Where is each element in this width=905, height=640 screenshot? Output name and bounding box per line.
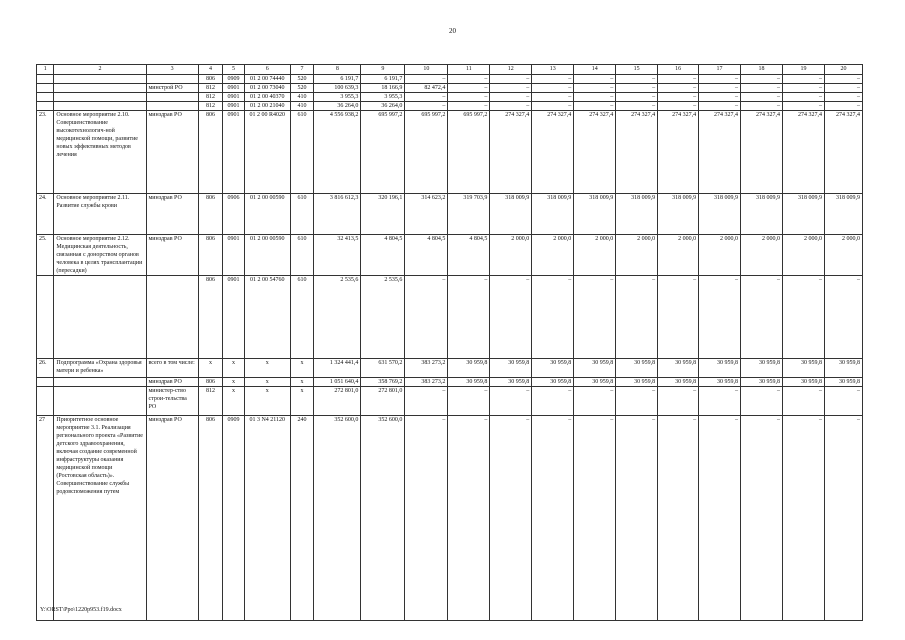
table-cell: – <box>574 387 616 416</box>
table-row <box>37 111 863 194</box>
table-cell: 30 959,8 <box>574 378 616 387</box>
table-cell: 0906 <box>223 194 244 235</box>
table-cell: x <box>223 387 244 416</box>
table-cell: 30 959,8 <box>782 378 824 387</box>
table-cell: 01 3 N4 21120 <box>244 416 290 621</box>
table-cell: – <box>699 276 741 359</box>
table-cell: – <box>782 93 824 102</box>
table-cell: – <box>782 416 824 621</box>
table-cell: – <box>574 84 616 93</box>
column-header: 17 <box>699 65 741 75</box>
table-cell: 3 816 612,3 <box>314 194 361 235</box>
table-cell: – <box>782 387 824 416</box>
table-cell: 383 273,2 <box>405 359 448 378</box>
table-cell: 318 009,9 <box>658 194 699 235</box>
table-cell: 30 959,8 <box>658 378 699 387</box>
column-header: 6 <box>244 65 290 75</box>
table-cell: x <box>244 378 290 387</box>
table-cell: 36 264,0 <box>314 102 361 111</box>
table-cell: – <box>824 276 862 359</box>
column-header: 3 <box>146 65 198 75</box>
table-cell: 610 <box>290 111 314 194</box>
table-cell: 3 955,3 <box>361 93 405 102</box>
table-cell: 30 959,8 <box>490 378 532 387</box>
table-cell: 318 009,9 <box>490 194 532 235</box>
table-cell: 320 196,1 <box>361 194 405 235</box>
table-cell: – <box>782 84 824 93</box>
table-cell: – <box>699 84 741 93</box>
table-cell: – <box>490 102 532 111</box>
table-row <box>37 235 863 276</box>
table-cell: – <box>490 93 532 102</box>
page-number: 20 <box>449 27 456 35</box>
file-path-footer: Y:\ORST\Ppo\1220p953.f19.docx <box>40 607 122 613</box>
table-cell: 274 327,4 <box>490 111 532 194</box>
table-cell <box>54 378 146 387</box>
table-cell: 30 959,8 <box>616 378 658 387</box>
column-header: 20 <box>824 65 862 75</box>
table-cell: – <box>616 276 658 359</box>
table-cell: 2 000,0 <box>532 235 574 276</box>
table-cell: – <box>532 387 574 416</box>
table-cell: 272 801,0 <box>361 387 405 416</box>
table-cell: x <box>290 359 314 378</box>
table-cell: – <box>532 75 574 84</box>
table-cell: 410 <box>290 93 314 102</box>
table-cell <box>54 84 146 93</box>
table-cell: 318 009,9 <box>574 194 616 235</box>
table-cell: – <box>658 387 699 416</box>
table-cell: 1 324 441,4 <box>314 359 361 378</box>
table-cell: 30 959,8 <box>741 359 783 378</box>
column-header: 15 <box>616 65 658 75</box>
table-cell: 274 327,4 <box>616 111 658 194</box>
table-cell: 352 600,0 <box>361 416 405 621</box>
table-cell: x <box>290 378 314 387</box>
table-cell: – <box>741 75 783 84</box>
table-cell: 01 2 00 00590 <box>244 235 290 276</box>
table-cell: – <box>658 93 699 102</box>
table-cell: – <box>658 75 699 84</box>
column-header: 19 <box>782 65 824 75</box>
table-cell: – <box>448 102 490 111</box>
table-cell: 812 <box>198 93 223 102</box>
column-header: 18 <box>741 65 783 75</box>
table-cell: – <box>699 416 741 621</box>
table-row <box>37 93 863 102</box>
table-cell: 0909 <box>223 416 244 621</box>
column-header: 2 <box>54 65 146 75</box>
table-cell: 26. <box>37 359 54 378</box>
column-header: 4 <box>198 65 223 75</box>
table-cell: 3 955,3 <box>314 93 361 102</box>
table-cell <box>37 84 54 93</box>
table-cell <box>54 75 146 84</box>
table-cell: 383 273,2 <box>405 378 448 387</box>
table-cell <box>146 102 198 111</box>
table-cell: 36 264,0 <box>361 102 405 111</box>
table-cell: 01 2 00 00590 <box>244 194 290 235</box>
table-cell: 30 959,8 <box>448 378 490 387</box>
table-cell: – <box>616 416 658 621</box>
table-cell: 27 <box>37 416 54 621</box>
table-cell: 01 2 00 73040 <box>244 84 290 93</box>
table-row <box>37 416 863 621</box>
table-cell: 410 <box>290 102 314 111</box>
table-cell: 318 009,9 <box>741 194 783 235</box>
table-cell: 4 804,5 <box>448 235 490 276</box>
table-cell: 30 959,8 <box>490 359 532 378</box>
table-cell: 30 959,8 <box>532 378 574 387</box>
column-header: 10 <box>405 65 448 75</box>
table-cell: минздрав РО <box>146 235 198 276</box>
table-cell: – <box>699 102 741 111</box>
table-cell: 30 959,8 <box>532 359 574 378</box>
table-cell: 2 000,0 <box>658 235 699 276</box>
table-cell: 352 600,0 <box>314 416 361 621</box>
table-cell: – <box>532 276 574 359</box>
column-header: 13 <box>532 65 574 75</box>
table-cell: 806 <box>198 111 223 194</box>
table-cell: – <box>490 276 532 359</box>
table-row <box>37 378 863 387</box>
table-cell: 272 801,0 <box>314 387 361 416</box>
table-row <box>37 194 863 235</box>
table-cell: 695 997,2 <box>405 111 448 194</box>
table-cell: – <box>699 75 741 84</box>
column-header: 16 <box>658 65 699 75</box>
table-cell: 1 051 640,4 <box>314 378 361 387</box>
table-cell: 2 000,0 <box>782 235 824 276</box>
table-cell: 274 327,4 <box>574 111 616 194</box>
table-cell: – <box>405 75 448 84</box>
table-cell: x <box>244 359 290 378</box>
column-header: 9 <box>361 65 405 75</box>
table-cell <box>37 93 54 102</box>
table-cell: – <box>782 75 824 84</box>
table-cell: 6 191,7 <box>314 75 361 84</box>
table-cell: 812 <box>198 84 223 93</box>
table-cell: Основное мероприятие 2.12. Медицинская деятельность, связанная с донорством органов человека в целях трансплантации (пересадки) <box>54 235 146 276</box>
table-cell: 0901 <box>223 84 244 93</box>
table-cell: 2 000,0 <box>616 235 658 276</box>
table-cell: 2 000,0 <box>824 235 862 276</box>
table-cell: 2 535,6 <box>314 276 361 359</box>
table-cell: 274 327,4 <box>532 111 574 194</box>
table-cell: – <box>824 93 862 102</box>
table-cell: 2 000,0 <box>741 235 783 276</box>
table-cell: 319 703,9 <box>448 194 490 235</box>
column-header: 8 <box>314 65 361 75</box>
table-cell: x <box>223 359 244 378</box>
table-cell <box>37 276 54 359</box>
budget-table <box>36 64 863 621</box>
table-cell: – <box>405 416 448 621</box>
table-cell: x <box>198 359 223 378</box>
table-cell: 4 804,5 <box>405 235 448 276</box>
table-cell: – <box>490 84 532 93</box>
table-cell: – <box>532 416 574 621</box>
table-cell: 0901 <box>223 102 244 111</box>
table-cell: 631 570,2 <box>361 359 405 378</box>
table-cell: Подпрограмма «Охрана здоровья матери и ребенка» <box>54 359 146 378</box>
table-cell: x <box>290 387 314 416</box>
table-cell: – <box>490 416 532 621</box>
table-cell: – <box>741 93 783 102</box>
table-cell: 01 2 00 40370 <box>244 93 290 102</box>
table-row <box>37 387 863 416</box>
table-cell: – <box>824 416 862 621</box>
table-cell: 30 959,8 <box>824 378 862 387</box>
column-header: 14 <box>574 65 616 75</box>
column-header: 5 <box>223 65 244 75</box>
table-cell: Приоритетное основное мероприятие 3.1. Реализация регионального проекта «Развитие детского здравоохранения, включая создание современной инфраструктуры оказания медицинской помощи (Ростовская область)». Совершенствование службы родовспоможения путем <box>54 416 146 621</box>
table-cell: – <box>448 93 490 102</box>
table-cell: минздрав РО <box>146 111 198 194</box>
table-cell: 812 <box>198 387 223 416</box>
table-cell: всего в том числе: <box>146 359 198 378</box>
table-cell: – <box>741 102 783 111</box>
table-cell: 2 000,0 <box>490 235 532 276</box>
table-cell: 2 000,0 <box>699 235 741 276</box>
table-cell: 240 <box>290 416 314 621</box>
table-cell: – <box>448 75 490 84</box>
column-header: 12 <box>490 65 532 75</box>
table-cell: – <box>616 84 658 93</box>
table-cell: 30 959,8 <box>658 359 699 378</box>
table-cell: минздрав РО <box>146 194 198 235</box>
column-header: 7 <box>290 65 314 75</box>
table-cell <box>54 93 146 102</box>
table-cell: 610 <box>290 194 314 235</box>
table-cell <box>54 276 146 359</box>
table-cell <box>146 93 198 102</box>
table-cell: – <box>448 387 490 416</box>
table-cell: 01 2 00 54760 <box>244 276 290 359</box>
table-cell: – <box>741 84 783 93</box>
table-cell <box>54 102 146 111</box>
table-cell: 30 959,8 <box>741 378 783 387</box>
table-cell: 30 959,8 <box>699 359 741 378</box>
column-header: 11 <box>448 65 490 75</box>
table-cell: – <box>532 84 574 93</box>
table-cell: 30 959,8 <box>824 359 862 378</box>
table-cell: минстрой РО <box>146 84 198 93</box>
table-cell: 30 959,8 <box>616 359 658 378</box>
table-row <box>37 276 863 359</box>
table-cell: – <box>658 276 699 359</box>
table-cell: 0901 <box>223 276 244 359</box>
table-cell: – <box>782 276 824 359</box>
table-row <box>37 102 863 111</box>
table-cell <box>37 378 54 387</box>
table-cell <box>54 387 146 416</box>
table-cell: – <box>741 416 783 621</box>
table-cell: – <box>616 387 658 416</box>
table-cell <box>37 102 54 111</box>
table-cell: 314 623,2 <box>405 194 448 235</box>
table-cell: 01 2 00 74440 <box>244 75 290 84</box>
table-cell: 318 009,9 <box>616 194 658 235</box>
table-body <box>37 75 863 621</box>
table-cell: – <box>616 75 658 84</box>
table-cell: 01 2 00 R4020 <box>244 111 290 194</box>
table-row <box>37 84 863 93</box>
table-cell: 30 959,8 <box>782 359 824 378</box>
table-cell: – <box>490 387 532 416</box>
table-cell: – <box>699 387 741 416</box>
table-cell: – <box>405 276 448 359</box>
table-cell: 274 327,4 <box>658 111 699 194</box>
table-cell: 274 327,4 <box>741 111 783 194</box>
table-cell <box>37 387 54 416</box>
table-cell: – <box>658 84 699 93</box>
table-cell: минздрав РО <box>146 378 198 387</box>
table-cell: 0901 <box>223 235 244 276</box>
table-cell: – <box>782 102 824 111</box>
table-cell: – <box>574 93 616 102</box>
table-cell: 274 327,4 <box>782 111 824 194</box>
table-cell: – <box>616 102 658 111</box>
table-cell: – <box>824 102 862 111</box>
table-cell: 610 <box>290 235 314 276</box>
table-cell: минздрав РО <box>146 416 198 621</box>
table-cell: 100 639,3 <box>314 84 361 93</box>
table-cell: 0909 <box>223 75 244 84</box>
table-cell: 18 166,9 <box>361 84 405 93</box>
table-cell: 23. <box>37 111 54 194</box>
table-cell: 520 <box>290 75 314 84</box>
table-cell: 806 <box>198 378 223 387</box>
table-cell: – <box>448 84 490 93</box>
table-cell <box>37 75 54 84</box>
table-cell: – <box>405 102 448 111</box>
table-cell: 0901 <box>223 93 244 102</box>
table-cell: 25. <box>37 235 54 276</box>
table-cell: 4 804,5 <box>361 235 405 276</box>
table-cell: 318 009,9 <box>699 194 741 235</box>
table-cell: 30 959,8 <box>448 359 490 378</box>
table-cell: 2 535,6 <box>361 276 405 359</box>
table-cell: – <box>741 387 783 416</box>
table-cell: 6 191,7 <box>361 75 405 84</box>
table-cell: – <box>658 416 699 621</box>
table-cell: – <box>490 75 532 84</box>
table-cell: 274 327,4 <box>824 111 862 194</box>
table-cell: – <box>699 93 741 102</box>
table-cell: 32 413,5 <box>314 235 361 276</box>
table-cell: Основное мероприятие 2.11. Развитие службы крови <box>54 194 146 235</box>
table-cell: – <box>658 102 699 111</box>
column-header: 1 <box>37 65 54 75</box>
table-cell: – <box>824 387 862 416</box>
table-cell: – <box>574 75 616 84</box>
table-cell: x <box>244 387 290 416</box>
table-cell: – <box>448 276 490 359</box>
table-cell: 358 769,2 <box>361 378 405 387</box>
table-cell: 82 472,4 <box>405 84 448 93</box>
table-header <box>37 65 863 75</box>
table-cell: – <box>574 102 616 111</box>
table-cell: 806 <box>198 276 223 359</box>
table-cell: 806 <box>198 194 223 235</box>
table-cell: – <box>448 416 490 621</box>
table-cell: 318 009,9 <box>532 194 574 235</box>
table-cell: – <box>532 102 574 111</box>
table-cell: – <box>741 276 783 359</box>
table-cell: 4 556 938,2 <box>314 111 361 194</box>
table-cell: x <box>223 378 244 387</box>
table-cell: Основное мероприятие 2.10. Совершенствование высокотехнологич-ной медицинской помощи, развитие новых эффективных методов лечения <box>54 111 146 194</box>
table-cell: 318 009,9 <box>782 194 824 235</box>
table-cell: 01 2 00 21040 <box>244 102 290 111</box>
table-cell: – <box>405 387 448 416</box>
table-cell: – <box>574 416 616 621</box>
table-cell: – <box>532 93 574 102</box>
table-cell: 0901 <box>223 111 244 194</box>
table-cell: министер-ство строи-тельства РО <box>146 387 198 416</box>
table-row <box>37 359 863 378</box>
table-cell: 812 <box>198 102 223 111</box>
table-cell: 806 <box>198 75 223 84</box>
table-cell: 2 000,0 <box>574 235 616 276</box>
table-cell: – <box>574 276 616 359</box>
table-cell: 695 997,2 <box>448 111 490 194</box>
table-cell: – <box>405 93 448 102</box>
table-cell: 30 959,8 <box>699 378 741 387</box>
table-row <box>37 75 863 84</box>
table-cell: 610 <box>290 276 314 359</box>
table-cell: 520 <box>290 84 314 93</box>
table-cell: – <box>824 84 862 93</box>
table-cell: 274 327,4 <box>699 111 741 194</box>
table-cell: 318 009,9 <box>824 194 862 235</box>
table-cell: 806 <box>198 235 223 276</box>
table-cell <box>146 276 198 359</box>
table-cell <box>146 75 198 84</box>
table-cell: – <box>616 93 658 102</box>
table-cell: 30 959,8 <box>574 359 616 378</box>
table-cell: – <box>824 75 862 84</box>
table-cell: 695 997,2 <box>361 111 405 194</box>
table-cell: 24. <box>37 194 54 235</box>
table-cell: 806 <box>198 416 223 621</box>
